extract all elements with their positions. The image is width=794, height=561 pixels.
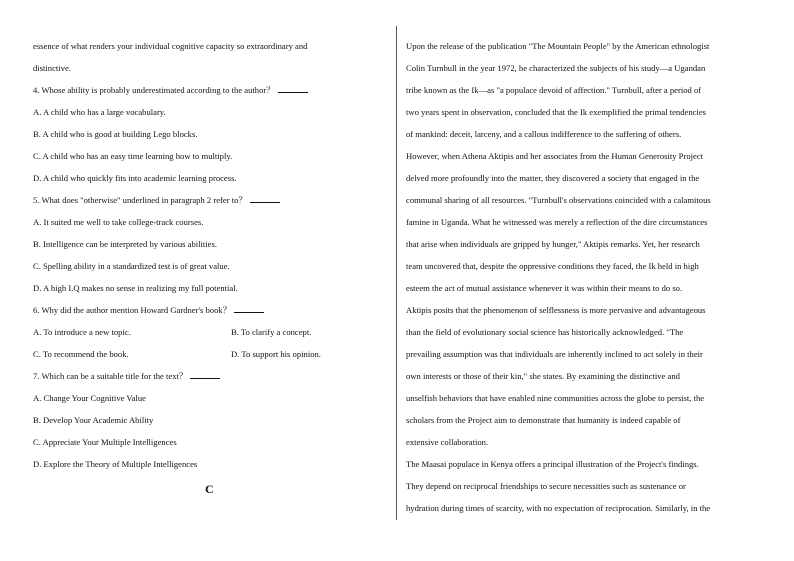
passage-line: extensive collaboration.: [406, 437, 489, 447]
question-4-option-c: C. A child who has an easy time learning how to multiply.: [33, 151, 233, 161]
answer-blank: [190, 370, 220, 379]
question-5-option-b: B. Intelligence can be interpreted by various abilities.: [33, 239, 217, 249]
passage-line: tribe known as the Ik—as "a populace devoid of affection." Turnbull, after a period of: [406, 85, 702, 95]
column-divider: [396, 26, 397, 520]
passage-line: The Maasai populace in Kenya offers a principal illustration of the Project's findings.: [406, 459, 699, 469]
question-5-option-a: A. It suited me well to take college-track courses.: [33, 217, 204, 227]
question-6-option-b: B. To clarify a concept.: [231, 327, 312, 337]
question-7-option-b: B. Develop Your Academic Ability: [33, 415, 154, 425]
question-5-stem: [33, 189, 378, 211]
question-6-stem: [33, 299, 378, 321]
passage-line: Colin Turnbull in the year 1972, he characterized the subjects of his study—a Ugandan: [406, 63, 706, 73]
question-4-stem: [33, 79, 378, 101]
passage-line: two years spent in observation, concluded that the Ik exemplified the primal tendencies: [406, 107, 706, 117]
passage-line: They depend on reciprocal friendships to secure necessities such as sustenance or: [406, 481, 686, 491]
question-5-text: 5. What does "otherwise" underlined in paragraph 2 refer to？: [33, 195, 247, 205]
passage-line: that arise when individuals are gripped by hunger," Aktipis remarks. Yet, her research: [406, 239, 700, 249]
passage-line: prevailing assumption was that individuals are inherently inclined to act solely in their: [406, 349, 703, 359]
answer-blank: [278, 84, 308, 93]
question-7-option-d: D. Explore the Theory of Multiple Intelligences: [33, 459, 198, 469]
question-6-text: 6. Why did the author mention Howard Gardner's book？: [33, 305, 232, 315]
question-5-option-d: D. A high I.Q makes no sense in realizing my full potential.: [33, 283, 238, 293]
passage-line: of mankind: deceit, larceny, and a callous indifference to the suffering of others.: [406, 129, 682, 139]
question-6-options-row: [33, 321, 378, 343]
passage-line: delved more profoundly into the matter, they discovered a society that engaged in the: [406, 173, 700, 183]
answer-blank: [250, 194, 280, 203]
passage-line: esteem the act of mutual assistance whenever it was within their means to do so.: [406, 283, 683, 293]
passage-line: communal sharing of all resources. "Turnbull's observations coincided with a calamitous: [406, 195, 711, 205]
passage-line: scholars from the Project aim to demonstrate that humanity is indeed capable of: [406, 415, 681, 425]
question-4-option-a: A. A child who has a large vocabulary.: [33, 107, 166, 117]
question-7-text: 7. Which can be a suitable title for the text？: [33, 371, 188, 381]
passage-line: own interests or those of their kin," she states. By examining the distinctive and: [406, 371, 680, 381]
intro-line: essence of what renders your individual cognitive capacity so extraordinary and: [33, 41, 308, 51]
answer-blank: [234, 304, 264, 313]
question-6-option-a: A. To introduce a new topic.: [33, 327, 131, 337]
question-4-text: 4. Whose ability is probably underestimated according to the author？: [33, 85, 275, 95]
passage-line: famine in Uganda. What he witnessed was merely a reflection of the dire circumstances: [406, 217, 708, 227]
question-6-option-d: D. To support his opinion.: [231, 349, 321, 359]
passage-line: hydration during times of scarcity, with no expectation of reciprocation. Similarly, in the: [406, 503, 711, 513]
passage-line: However, when Athena Aktipis and her associates from the Human Generosity Project: [406, 151, 704, 161]
passage-line: than the field of evolutionary social science has historically acknowledged. "The: [406, 327, 684, 337]
right-column-passage: [406, 35, 762, 519]
section-heading-c: C: [205, 482, 214, 496]
question-4-option-b: B. A child who is good at building Lego blocks.: [33, 129, 198, 139]
passage-line: team uncovered that, despite the oppressive conditions they faced, the Ik held in high: [406, 261, 699, 271]
question-4-option-d: D. A child who quickly fits into academic learning process.: [33, 173, 237, 183]
passage-line: Upon the release of the publication "The Mountain People" by the American ethnologist: [406, 41, 710, 51]
passage-line: unselfish behaviors that have enabled nine communities across the globe to persist, the: [406, 393, 705, 403]
question-6-option-c: C. To recommend the book.: [33, 349, 129, 359]
passage-line: Aktipis posits that the phenomenon of selflessness is more pervasive and advantageous: [406, 305, 706, 315]
question-5-option-c: C. Spelling ability in a standardized test is of great value.: [33, 261, 230, 271]
left-column: [33, 35, 378, 475]
intro-line: distinctive.: [33, 63, 71, 73]
question-6-options-row: [33, 343, 378, 365]
question-7-option-c: C. Appreciate Your Multiple Intelligences: [33, 437, 177, 447]
question-7-stem: [33, 365, 378, 387]
question-7-option-a: A. Change Your Cognitive Value: [33, 393, 146, 403]
